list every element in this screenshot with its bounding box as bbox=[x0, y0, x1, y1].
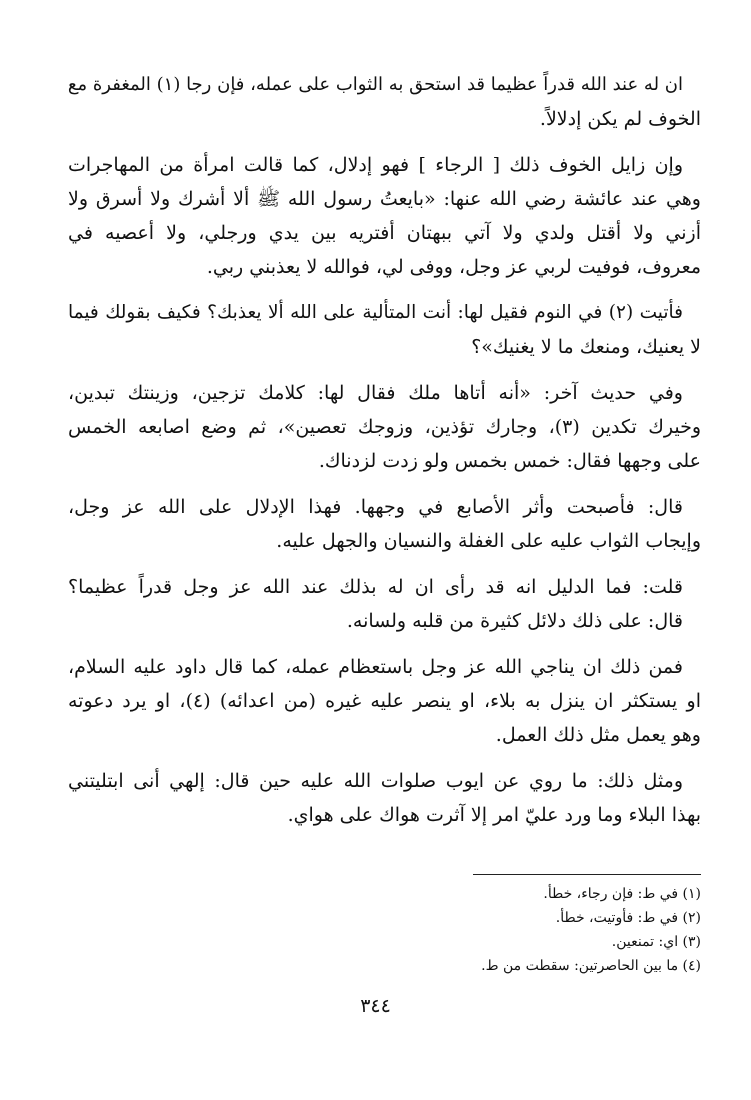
text-line: وإن زايل الخوف ذلك [ الرجاء ] فهو إدلال، كما قالت امرأة من المهاجرات bbox=[68, 154, 683, 176]
footnote-divider bbox=[473, 874, 701, 875]
text-line: فأتيت (٢) في النوم فقيل لها: أنت المتألية على الله ألا يعذبك؟ فكيف بقولك فيما bbox=[68, 302, 683, 323]
text-line: لا يعنيك، ومنعك ما لا يغنيك»؟ bbox=[471, 336, 701, 358]
paragraph-1 bbox=[68, 68, 701, 136]
text-line: وهي عند عائشة رضي الله عنها: «بايعتُ رسول الله ﷺ ألا أشرك ولا أسرق ولا bbox=[68, 188, 701, 210]
text-line: أزني ولا أقتل ولدي ولا آتي ببهتان أفتريه بين يدي ورجلي، ولا أعصيه في bbox=[68, 222, 701, 244]
text-line: معروف، فوفيت لربي عز وجل، ووفى لي، فوالله لا يعذبني ربي. bbox=[206, 256, 701, 278]
paragraph-3 bbox=[68, 296, 701, 364]
paragraph-4 bbox=[68, 376, 701, 478]
text-line: ان له عند الله قدراً عظيما قد استحق به الثواب على عمله، فإن رجا (١) المغفرة مع bbox=[67, 74, 683, 95]
paragraph-2 bbox=[68, 148, 701, 284]
page-number: ٣٤٤ bbox=[360, 995, 391, 1017]
footnotes bbox=[68, 882, 701, 978]
text-line: او يستكثر ان ينزل به بلاء، او ينصر عليه غيره (من اعدائه) (٤)، او يرد دعوته bbox=[68, 690, 701, 712]
text-line: وفي حديث آخر: «أنه أتاها ملك فقال لها: كلامك تزجين، وزينتك تبدين، bbox=[68, 382, 683, 404]
footnote-1: (١) في ط: فإن رجاء، خطأ. bbox=[543, 886, 701, 902]
text-line: ومثل ذلك: ما روي عن ايوب صلوات الله عليه حين قال: إلهي أنى ابتليتني bbox=[68, 770, 683, 792]
paragraph-8 bbox=[68, 764, 701, 832]
text-line: وخيرك تكدين (٣)، وجارك تؤذين، وزوجك تعصين»، ثم وضع اصابعه الخمس bbox=[68, 416, 701, 438]
footnote-4: (٤) ما بين الحاصرتين: سقطت من ط. bbox=[481, 958, 701, 974]
footnote-2: (٢) في ط: فأوتيت، خطأ. bbox=[555, 910, 701, 926]
text-line: قلت: فما الدليل انه قد رأى ان له بذلك عند الله عز وجل قدراً عظيما؟ bbox=[68, 576, 683, 598]
text-line: وهو يعمل مثل ذلك العمل. bbox=[495, 724, 701, 746]
text-line: قال: فأصبحت وأثر الأصابع في وجهها. فهذا الإدلال على الله عز وجل، bbox=[68, 496, 683, 518]
text-line: على وجهها فقال: خمس بخمس ولو زدت لزدناك. bbox=[318, 450, 701, 472]
page-body bbox=[68, 68, 701, 844]
text-line: الخوف لم يكن إدلالاً. bbox=[539, 108, 701, 130]
text-line: قال: على ذلك دلائل كثيرة من قلبه ولسانه. bbox=[346, 610, 683, 632]
text-line: فمن ذلك ان يناجي الله عز وجل باستعظام عمله، كما قال داود عليه السلام، bbox=[68, 656, 683, 678]
paragraph-7 bbox=[68, 650, 701, 752]
text-line: بهذا البلاء وما ورد عليّ امر إلا آثرت هواك على هواي. bbox=[287, 804, 701, 826]
paragraph-6 bbox=[68, 570, 701, 638]
text-line: وإيجاب الثواب عليه على الغفلة والنسيان والجهل عليه. bbox=[276, 530, 701, 552]
paragraph-5 bbox=[68, 490, 701, 558]
footnote-3: (٣) اي: تمنعين. bbox=[611, 934, 701, 950]
